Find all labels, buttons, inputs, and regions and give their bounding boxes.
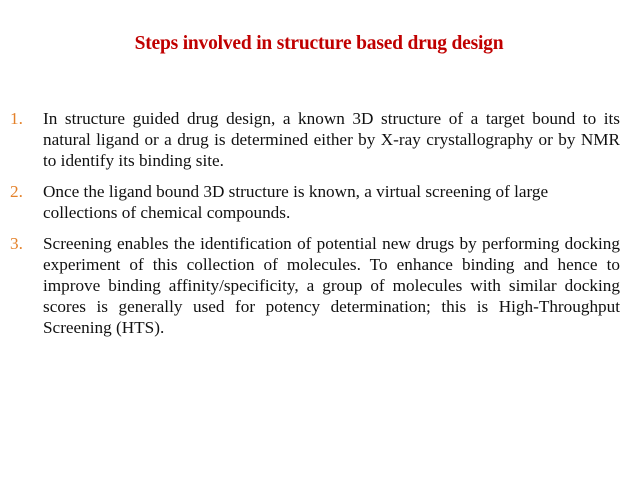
step-text: Once the ligand bound 3D structure is known, a virtual screening of large collections of chemical compounds. — [43, 182, 549, 222]
step-number: 3. — [10, 234, 23, 253]
step-text: Screening enables the identification of potential new drugs by performing docking experiment of this collection of molecules. To enhance binding and hence to improve binding affinity/specificity, a group of molecules with similar docking scores is generally used for potency determination; this is High-Throughput Screening (HTS). — [43, 234, 620, 337]
slide-title: Steps involved in structure based drug design — [134, 33, 504, 54]
step-number: 2. — [10, 182, 23, 201]
step-item-3 — [10, 233, 620, 338]
step-item-2 — [10, 181, 620, 223]
step-number: 1. — [10, 109, 23, 128]
step-item-1 — [10, 108, 620, 171]
step-text: In structure guided drug design, a known 3D structure of a target bound to its natural ligand or a drug is determined either by X-ray crystallography or by NMR to identify its binding site. — [43, 109, 620, 170]
steps-list — [10, 108, 620, 338]
